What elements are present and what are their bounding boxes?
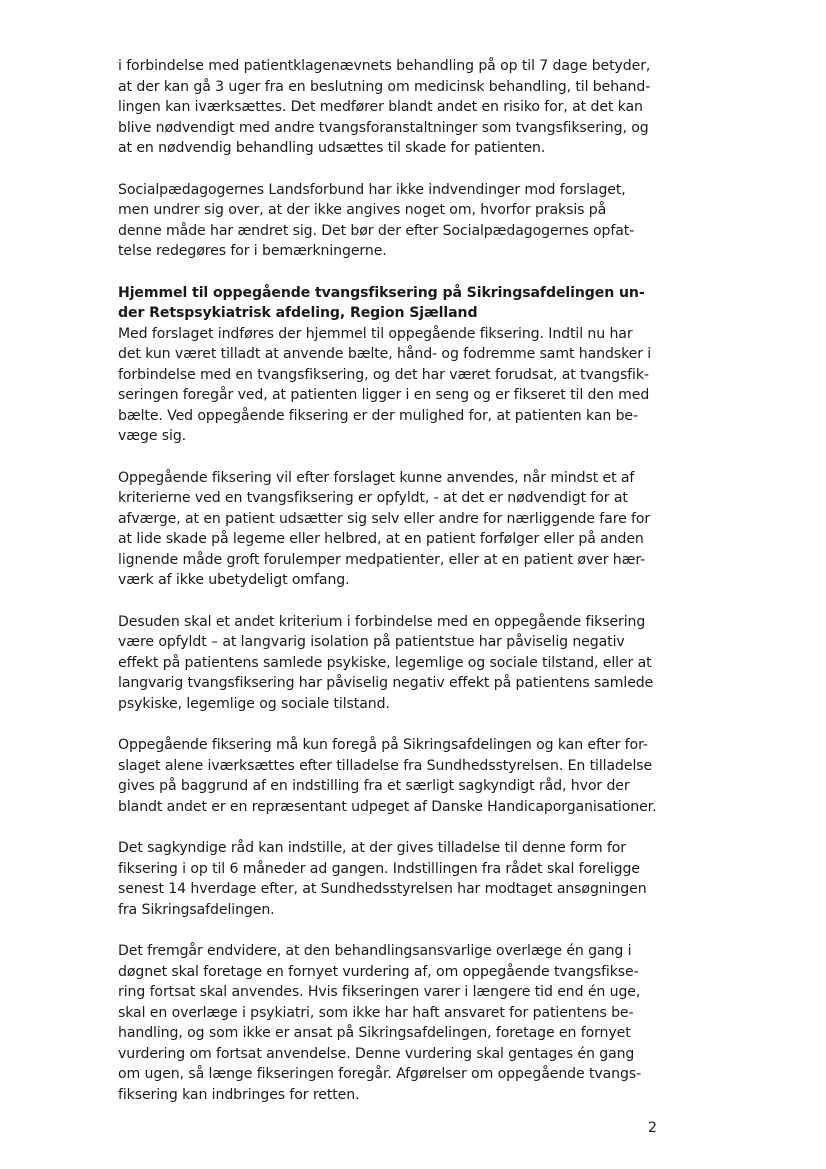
text-line: værk af ikke ubetydeligt omfang. <box>118 572 350 588</box>
text-line: gives på baggrund af en indstilling fra et særligt sagkyndigt råd, hvor der <box>118 778 630 794</box>
text-line: ring fortsat skal anvendes. Hvis fikseringen varer i længere tid end én uge, <box>118 984 641 1000</box>
text-line: afværge, at en patient udsætter sig selv eller andre for nærliggende fare for <box>118 510 651 527</box>
text-line: være opfyldt – at langvarig isolation på patientstue har påviselig negativ <box>118 634 625 650</box>
text-line: Oppegående fiksering må kun foregå på Sikringsafdelingen og kan efter for- <box>118 737 648 753</box>
text-line: denne måde har ændret sig. Det bør der efter Socialpædagogernes opfat- <box>118 222 635 239</box>
heading-line: Hjemmel til oppegående tvangsfiksering på Sikringsafdelingen un- <box>118 284 645 301</box>
text-line: handling, og som ikke er ansat på Sikringsafdelingen, foretage en fornyet <box>118 1025 631 1041</box>
text-line: det kun været tilladt at anvende bælte, hånd- og fodremme samt handsker i <box>118 346 652 362</box>
text-line: døgnet skal foretage en fornyet vurdering af, om oppegående tvangsfikse- <box>118 963 639 980</box>
text-line: slaget alene iværksættes efter tilladelse fra Sundhedsstyrelsen. En tilladelse <box>118 757 653 774</box>
text-line: seringen foregår ved, at patienten ligger i en seng og er fikseret til den med <box>118 387 650 403</box>
text-line: skal en overlæge i psykiatri, som ikke har haft ansvaret for patientens be- <box>118 1004 634 1021</box>
section-paragraph-5 <box>118 838 658 920</box>
text-line: lingen kan iværksættes. Det medfører blandt andet en risiko for, at det kan <box>118 99 643 115</box>
text-line: i forbindelse med patientklagenævnets behandling på op til 7 dage betyder, <box>118 58 651 74</box>
text-line: fiksering kan indbringes for retten. <box>118 1086 360 1103</box>
text-line: blandt andet er en repræsentant udpeget af Danske Handicaporganisationer. <box>118 798 657 815</box>
section-heading <box>118 283 658 324</box>
text-line: Det sagkyndige råd kan indstille, at der gives tilladelse til denne form for <box>118 840 626 856</box>
text-line: Oppegående fiksering vil efter forslaget kunne anvendes, når mindst et af <box>118 469 635 486</box>
text-line: vurdering om fortsat anvendelse. Denne vurdering skal gentages én gang <box>118 1045 635 1062</box>
text-line: om ugen, så længe fikseringen foregår. Afgørelser om oppegående tvangs- <box>118 1066 642 1082</box>
text-line: fra Sikringsafdelingen. <box>118 901 275 918</box>
paragraph-1 <box>118 56 658 159</box>
text-line: at en nødvendig behandling udsættes til skade for patienten. <box>118 140 546 156</box>
text-line: forbindelse med en tvangsfiksering, og det har været forudsat, at tvangsfik- <box>118 366 649 383</box>
document-body <box>118 56 658 1105</box>
heading-line: der Retspsykiatrisk afdeling, Region Sjælland <box>118 305 478 321</box>
text-line: senest 14 hverdage efter, at Sundhedsstyrelsen har modtaget ansøgningen <box>118 881 647 897</box>
text-line: Desuden skal et andet kriterium i forbindelse med en oppegående fiksering <box>118 613 646 630</box>
text-line: effekt på patientens samlede psykiske, legemlige og sociale tilstand, eller at <box>118 654 652 671</box>
text-line: langvarig tvangsfiksering har påviselig negativ effekt på patientens samlede <box>118 675 654 691</box>
text-line: Socialpædagogernes Landsforbund har ikke indvendinger mod forslaget, <box>118 181 626 198</box>
text-line: Med forslaget indføres der hjemmel til oppegående fiksering. Indtil nu har <box>118 325 633 342</box>
text-line: telse redegøres for i bemærkningerne. <box>118 243 387 259</box>
section-paragraph-4 <box>118 735 658 817</box>
section-paragraph-6 <box>118 941 658 1105</box>
text-line: at lide skade på legeme eller helbred, at en patient forfølger eller på anden <box>118 531 644 547</box>
text-line: lignende måde groft forulemper medpatienter, eller at en patient øver hær- <box>118 551 646 568</box>
text-line: men undrer sig over, at der ikke angives noget om, hvorfor praksis på <box>118 202 607 218</box>
text-line: blive nødvendigt med andre tvangsforanstaltninger som tvangsfiksering, og <box>118 119 649 136</box>
text-line: psykiske, legemlige og sociale tilstand. <box>118 695 390 712</box>
text-line: at der kan gå 3 uger fra en beslutning om medicinsk behandling, til behand- <box>118 78 651 95</box>
text-line: væge sig. <box>118 428 187 444</box>
section-paragraph-3 <box>118 612 658 715</box>
section-paragraph-1 <box>118 324 658 447</box>
text-line: Det fremgår endvidere, at den behandlingsansvarlige overlæge én gang i <box>118 943 632 959</box>
page-number: 2 <box>648 1120 657 1136</box>
text-line: bælte. Ved oppegående fiksering er der mulighed for, at patienten kan be- <box>118 407 638 424</box>
text-line: fiksering i op til 6 måneder ad gangen. Indstillingen fra rådet skal foreligge <box>118 860 640 877</box>
text-line: kriterierne ved en tvangsfiksering er opfyldt, - at det er nødvendigt for at <box>118 490 628 506</box>
paragraph-2 <box>118 180 658 262</box>
section-paragraph-2 <box>118 468 658 591</box>
